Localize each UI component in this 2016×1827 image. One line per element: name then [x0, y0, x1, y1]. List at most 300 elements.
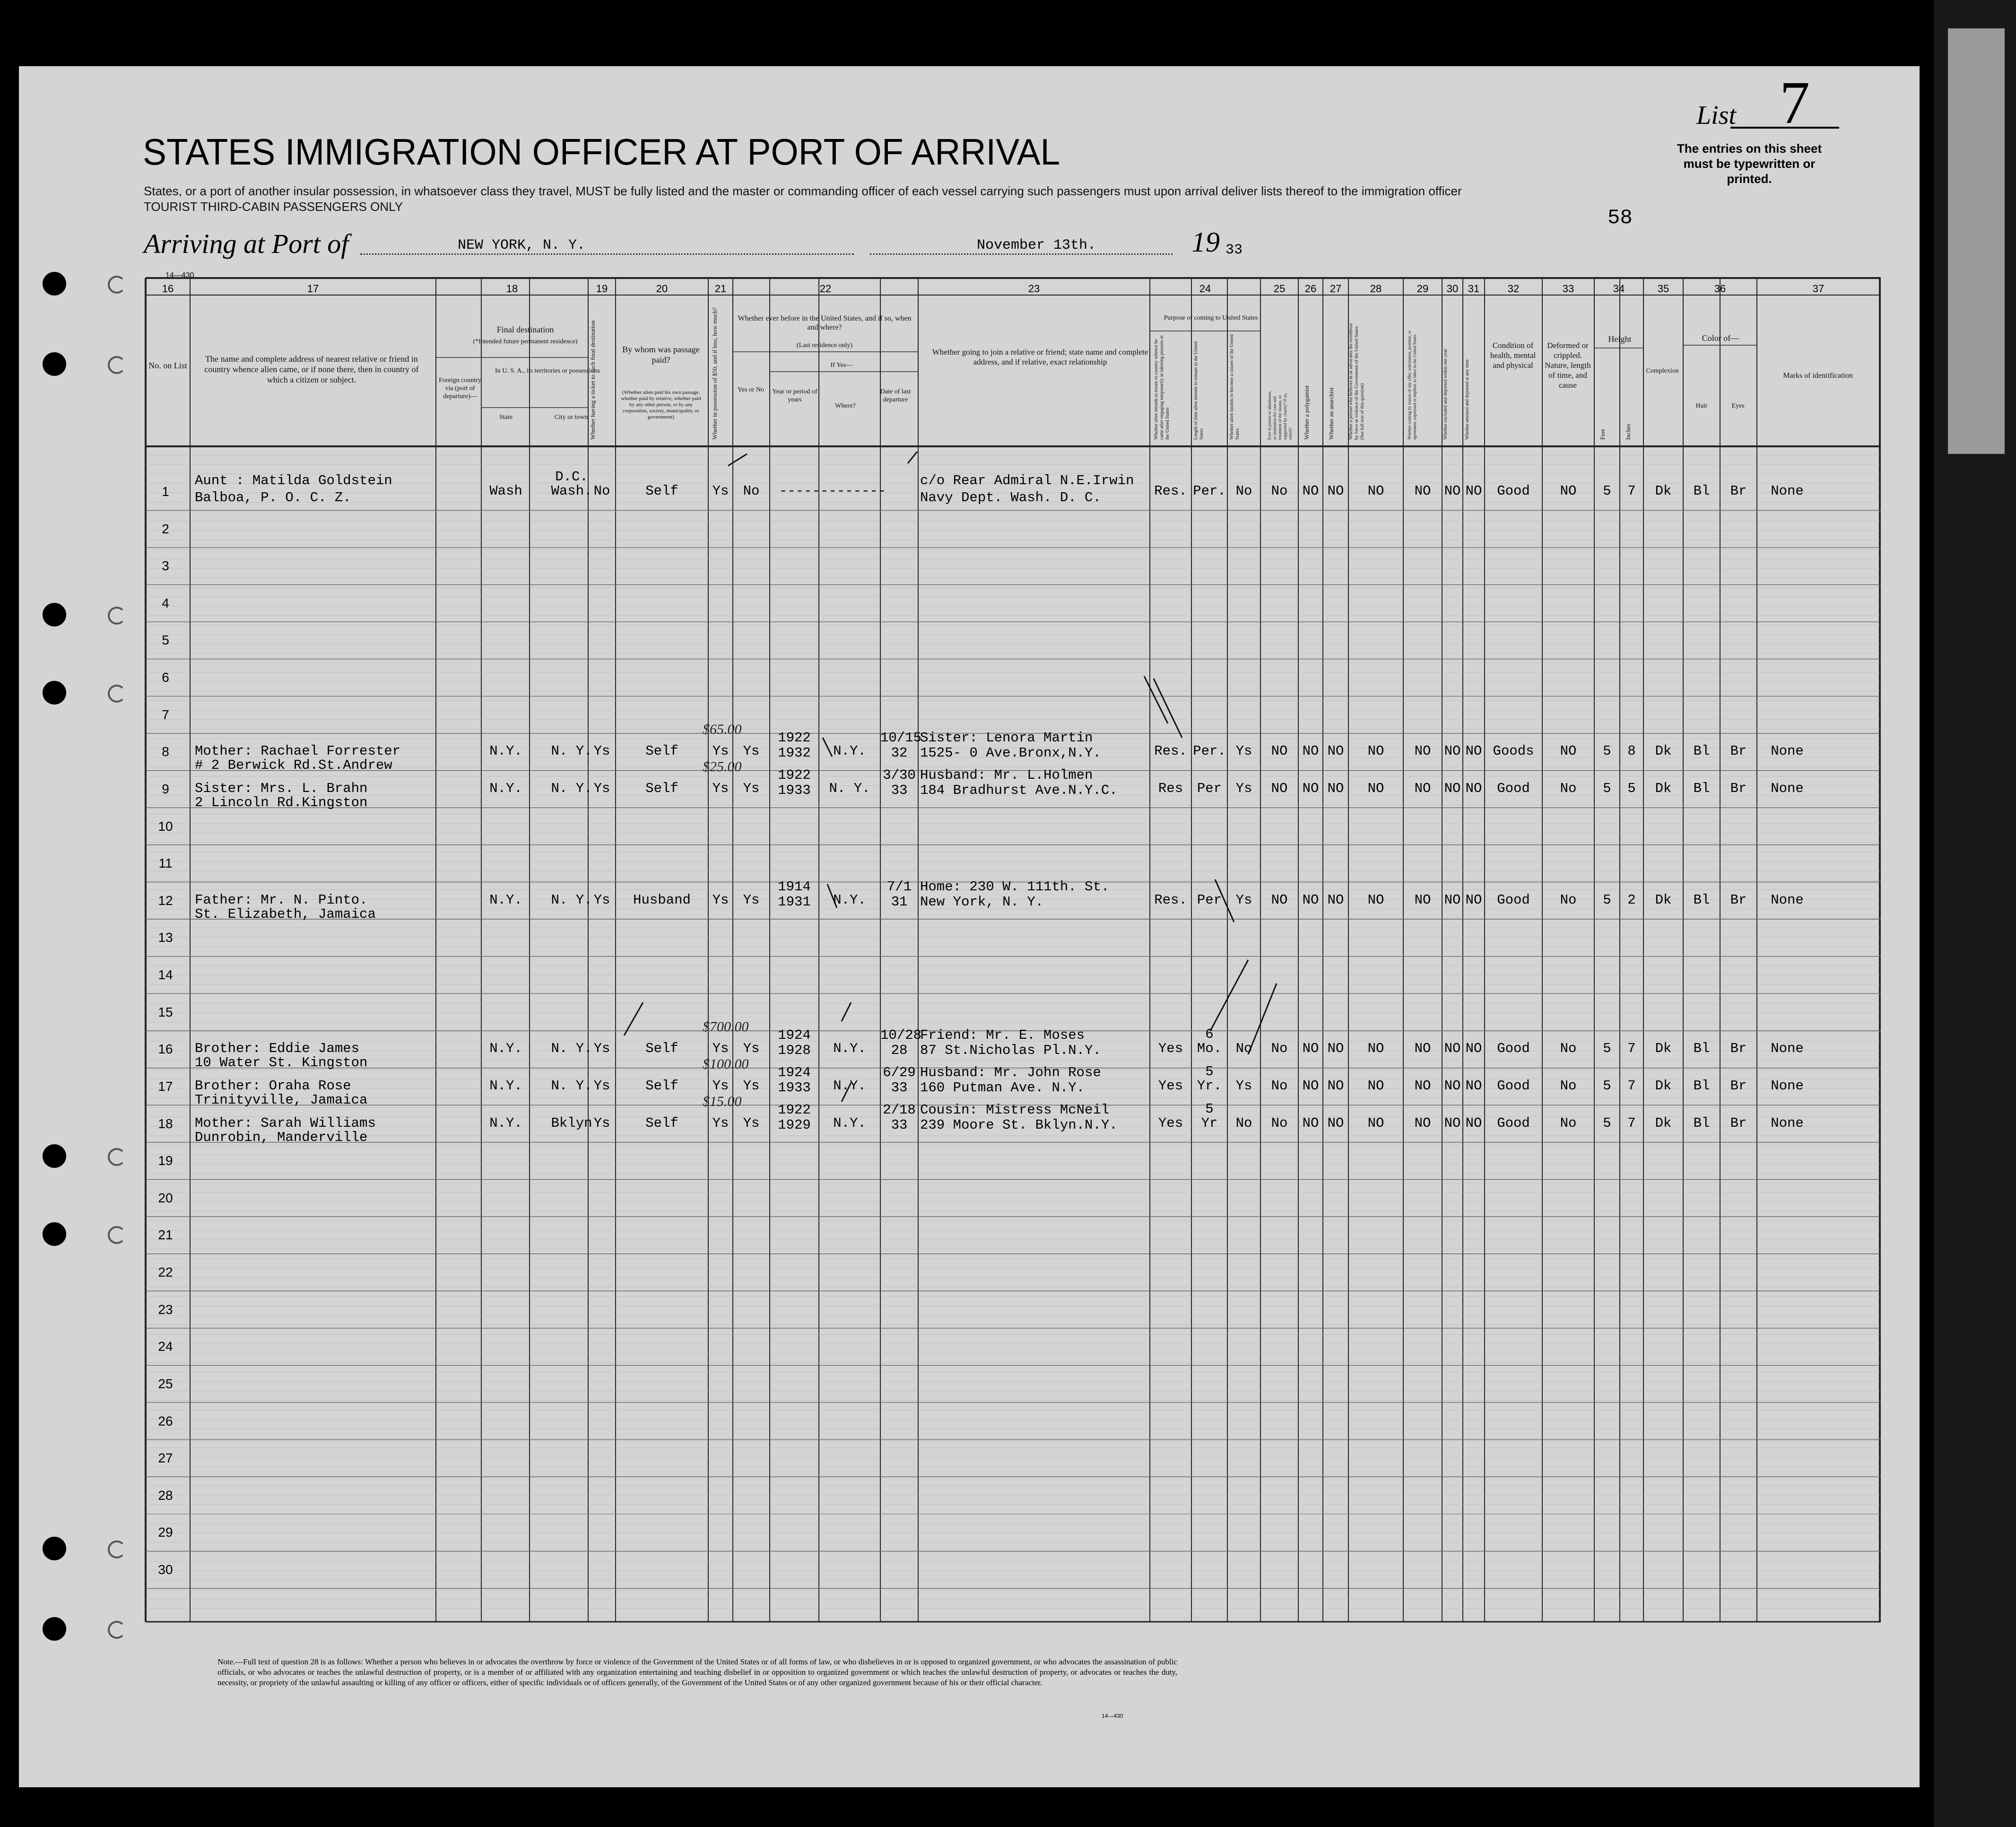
row-number: 11 — [158, 856, 173, 871]
destination-city: N. Y. — [551, 1078, 592, 1094]
column-number: 17 — [307, 283, 319, 295]
eyes-value: Br — [1730, 892, 1747, 908]
q28-value: NO — [1367, 892, 1384, 908]
before-us-value: Ys — [743, 743, 760, 759]
before-us-value: Ys — [743, 780, 760, 796]
inches-value: 7 — [1627, 1041, 1636, 1057]
ticket-value: Ys — [593, 1041, 610, 1057]
deformed-value: No — [1560, 1078, 1577, 1094]
column-number: 27 — [1330, 283, 1342, 295]
relative-name: Brother: Eddie James — [195, 1041, 360, 1057]
hair-value: Bl — [1693, 1041, 1710, 1057]
ticket-value: Ys — [593, 743, 610, 759]
feet-value: 5 — [1603, 1078, 1611, 1094]
q25-value: No — [1271, 483, 1288, 499]
q25-value: No — [1271, 1115, 1288, 1131]
health-value: Good — [1497, 1115, 1530, 1131]
relative-name: Aunt : Matilda Goldstein — [195, 473, 392, 488]
passage-value: Self — [645, 743, 678, 759]
column-number: 29 — [1416, 283, 1429, 295]
q25-value: NO — [1271, 892, 1288, 908]
header-q31: Whether arrested and deported at any time — [1465, 359, 1470, 440]
header-purpose-a: Whether alien intends to return to country whence he came after engaging temporarily in laboring pursuits in the United States — [1154, 335, 1170, 440]
inches-value: 8 — [1627, 743, 1636, 759]
q28-value: NO — [1367, 483, 1384, 499]
q26-value: NO — [1302, 780, 1319, 796]
row-number: 10 — [158, 818, 173, 834]
health-value: Good — [1497, 483, 1530, 499]
column-number: 31 — [1468, 283, 1480, 295]
departure-value: 32 — [891, 745, 908, 761]
q27-value: NO — [1327, 483, 1344, 499]
relative-address: Balboa, P. O. C. Z. — [195, 490, 351, 505]
purpose-c: No — [1235, 1041, 1252, 1057]
health-value: Good — [1497, 892, 1530, 908]
page-title: STATES IMMIGRATION OFFICER AT PORT OF ARRIVAL — [143, 131, 1060, 173]
complexion-value: Dk — [1655, 483, 1672, 499]
inches-value: 7 — [1627, 1078, 1636, 1094]
complexion-value: Dk — [1655, 1041, 1672, 1057]
handwritten-amount: $25.00 — [703, 758, 742, 774]
column-number: 16 — [162, 283, 174, 295]
passage-value: Self — [645, 483, 678, 499]
header-where: Where? — [835, 402, 856, 409]
departure-value: 7/1 — [886, 879, 912, 895]
purpose-c: No — [1235, 483, 1252, 499]
purpose-b: Per — [1197, 892, 1222, 908]
joining-line-2: 160 Putman Ave. N.Y. — [920, 1079, 1085, 1096]
header-health: Condition of health, mental and physical — [1490, 341, 1536, 370]
q26-value: NO — [1302, 1078, 1319, 1094]
deformed-value: No — [1560, 780, 1577, 796]
header-q28: Whether a person who believes in or advocates the overthrow by force or violence of the Government of the United States (See full text of this question) — [1348, 323, 1365, 440]
handwritten-amount: $700.00 — [703, 1019, 749, 1035]
header-year-period: Year or period of years — [772, 388, 817, 403]
year-value: 1914 — [778, 879, 811, 895]
joining-line-1: Husband: Mr. L.Holmen — [920, 767, 1093, 783]
row-number: 15 — [158, 1004, 173, 1019]
header-joining: Whether going to join a relative or friend; state name and complete address, and if relative, exact relationship — [932, 348, 1148, 366]
year-value: 1924 — [778, 1027, 811, 1044]
possession-value: Ys — [712, 1041, 729, 1057]
purpose-b: 5 — [1205, 1101, 1214, 1117]
destination-city: N. Y. — [551, 892, 592, 908]
relative-name: Mother: Rachael Forrester — [195, 743, 401, 759]
purpose-a: Yes — [1158, 1078, 1183, 1094]
q26-value: NO — [1302, 1041, 1319, 1057]
q27-value: NO — [1327, 1041, 1344, 1057]
possession-value: Ys — [712, 743, 729, 759]
complexion-value: Dk — [1655, 892, 1672, 908]
eyes-value: Br — [1730, 780, 1747, 796]
possession-value: Ys — [712, 1115, 729, 1131]
feet-value: 5 — [1603, 1115, 1611, 1131]
destination-state: N.Y. — [489, 780, 522, 796]
q26-value: NO — [1302, 743, 1319, 759]
row-number: 14 — [158, 967, 173, 983]
year-value: 1933 — [778, 782, 811, 798]
eyes-value: Br — [1730, 1078, 1747, 1094]
row-number: 4 — [162, 595, 169, 610]
q31-value: NO — [1465, 743, 1482, 759]
destination-city: N. Y. — [551, 743, 592, 759]
list-label: List — [1696, 101, 1737, 130]
column-number: 26 — [1304, 283, 1317, 295]
header-final-destination-note: (*Intended future permanent residence) — [473, 338, 578, 345]
deformed-value: No — [1560, 1041, 1577, 1057]
q30-value: NO — [1444, 1115, 1461, 1131]
joining-line-1: c/o Rear Admiral N.E.Irwin — [920, 473, 1134, 488]
q28-value: NO — [1367, 1115, 1384, 1131]
q30-value: NO — [1444, 483, 1461, 499]
header-city: City or town — [554, 414, 588, 421]
header-passage: By whom was passage paid? — [622, 345, 700, 365]
q25-value: NO — [1271, 780, 1288, 796]
column-number: 21 — [714, 283, 727, 295]
feet-value: 5 — [1603, 892, 1611, 908]
where-value: N.Y. — [833, 1078, 866, 1094]
destination-state: N.Y. — [489, 1115, 522, 1131]
joining-line-2: New York, N. Y. — [920, 894, 1044, 910]
header-final-destination: Final destination — [496, 325, 554, 334]
joining-line-2: 87 St.Nicholas Pl.N.Y. — [920, 1043, 1101, 1059]
where-value: N.Y. — [833, 1041, 866, 1057]
purpose-a: Res — [1158, 780, 1183, 796]
q31-value: NO — [1465, 780, 1482, 796]
destination-city: Wash. — [551, 483, 592, 499]
row-number: 8 — [162, 744, 169, 759]
passage-value: Self — [645, 1115, 678, 1131]
row-number: 13 — [158, 930, 173, 945]
q29-value: NO — [1414, 743, 1431, 759]
header-yes-no: Yes or No — [737, 386, 765, 393]
q27-value: NO — [1327, 1078, 1344, 1094]
q28-value: NO — [1367, 1078, 1384, 1094]
header-purpose: Purpose of coming to United States — [1164, 314, 1258, 322]
hair-value: Bl — [1693, 780, 1710, 796]
deformed-value: NO — [1560, 743, 1577, 759]
hair-value: Bl — [1693, 1115, 1710, 1131]
passage-value: Self — [645, 1078, 678, 1094]
header-no-on-list: No. on List — [148, 361, 187, 370]
departure-value: 33 — [891, 782, 908, 798]
joining-line-2: 239 Moore St. Bklyn.N.Y. — [920, 1117, 1118, 1133]
purpose-a: Res. — [1154, 483, 1187, 499]
where-value: N.Y. — [833, 743, 866, 759]
relative-address: 10 Water St. Kingston — [195, 1055, 368, 1071]
row-number: 2 — [162, 521, 169, 536]
inches-value: 5 — [1627, 780, 1636, 796]
header-feet: Feet — [1599, 429, 1606, 440]
ticket-value: Ys — [593, 780, 610, 796]
marks-value: None — [1771, 892, 1804, 908]
q27-value: NO — [1327, 743, 1344, 759]
marks-value: None — [1771, 1115, 1804, 1131]
purpose-c: Ys — [1235, 780, 1252, 796]
possession-value: Ys — [712, 892, 729, 908]
column-number: 33 — [1562, 283, 1574, 295]
complexion-value: Dk — [1655, 1115, 1672, 1131]
header-deformed: Deformed or crippled. Nature, length of time, and cause — [1545, 341, 1591, 390]
deformed-value: No — [1560, 1115, 1577, 1131]
inches-value: 2 — [1627, 892, 1636, 908]
eyes-value: Br — [1730, 1115, 1747, 1131]
departure-value: 10/15 — [880, 730, 922, 746]
before-us-value: No — [743, 483, 760, 499]
header-height: Height — [1608, 334, 1632, 344]
q27-value: NO — [1327, 780, 1344, 796]
header-in-usa: In U. S. A., its territories or possessions — [495, 367, 600, 374]
q26-value: NO — [1302, 1115, 1319, 1131]
column-number: 20 — [656, 283, 668, 295]
q29-value: NO — [1414, 483, 1431, 499]
complexion-value: Dk — [1655, 780, 1672, 796]
header-before-us: Whether ever before in the United States, and if so, when and where? — [738, 314, 912, 331]
joining-line-2: 184 Bradhurst Ave.N.Y.C. — [920, 782, 1118, 798]
header-q30: Whether excluded and deported within one year — [1443, 348, 1448, 440]
header-purpose-c: Whether alien intends to become a citizen of the United States — [1229, 334, 1240, 440]
list-number: 7 — [1780, 69, 1810, 136]
q29-value: NO — [1414, 892, 1431, 908]
joining-line-1: Home: 230 W. 111th. St. — [920, 879, 1110, 895]
year-suffix: 33 — [1225, 242, 1243, 258]
feet-value: 5 — [1603, 743, 1611, 759]
year-value: 1922 — [778, 730, 811, 746]
passage-value: Self — [645, 1041, 678, 1057]
hair-value: Bl — [1693, 483, 1710, 499]
q26-value: NO — [1302, 483, 1319, 499]
row-number: 9 — [162, 781, 169, 796]
departure-value: 6/29 — [883, 1064, 916, 1080]
purpose-c: Ys — [1235, 892, 1252, 908]
relative-address: # 2 Berwick Rd.St.Andrew — [195, 757, 392, 774]
relative-address: St. Elizabeth, Jamaica — [195, 906, 376, 922]
where-value: N.Y. — [833, 892, 866, 908]
marks-value: None — [1771, 1041, 1804, 1057]
destination-state: N.Y. — [489, 892, 522, 908]
relative-name: Sister: Mrs. L. Brahn — [195, 780, 368, 796]
q31-value: NO — [1465, 1115, 1482, 1131]
purpose-c: No — [1235, 1115, 1252, 1131]
departure-value: 33 — [891, 1117, 908, 1133]
purpose-b: Per — [1197, 780, 1222, 796]
relative-name: Brother: Oraha Rose — [195, 1078, 351, 1094]
departure-value: 33 — [891, 1079, 908, 1096]
before-us-value: Ys — [743, 1115, 760, 1131]
inches-value: 7 — [1627, 1115, 1636, 1131]
q25-value: No — [1271, 1078, 1288, 1094]
q30-value: NO — [1444, 1078, 1461, 1094]
row-number: 21 — [158, 1227, 173, 1243]
eyes-value: Br — [1730, 483, 1747, 499]
header-hair: Hair — [1695, 402, 1708, 409]
joining-line-1: Cousin: Mistress McNeil — [920, 1102, 1110, 1118]
column-number: 35 — [1657, 283, 1669, 295]
destination-state: Wash — [489, 483, 522, 499]
purpose-b: 6 — [1205, 1027, 1214, 1043]
header-state: State — [499, 414, 513, 421]
ticket-value: Ys — [593, 892, 610, 908]
q30-value: NO — [1444, 892, 1461, 908]
health-value: Good — [1497, 1078, 1530, 1094]
row-number: 22 — [158, 1265, 173, 1280]
feet-value: 5 — [1603, 483, 1611, 499]
purpose-a: Res. — [1154, 743, 1187, 759]
q25-value: No — [1271, 1041, 1288, 1057]
feet-value: 5 — [1603, 780, 1611, 796]
complexion-value: Dk — [1655, 1078, 1672, 1094]
purpose-b: Per. — [1193, 743, 1226, 759]
handwritten-amount: $65.00 — [703, 722, 742, 738]
year-value: 1922 — [778, 1102, 811, 1118]
relative-name: Father: Mr. N. Pinto. — [195, 892, 368, 908]
check-mark — [908, 452, 917, 463]
year-value: 1929 — [778, 1117, 811, 1133]
possession-value: Ys — [712, 483, 729, 499]
instruction-line: States, or a port of another insular possession, in whatsoever class they travel, MUST be fully listed and the master or commanding officer of each vessel carrying such passengers must upon arrival deliver lists thereof to the immigration officer — [144, 184, 1462, 198]
row-number: 28 — [158, 1488, 173, 1503]
q31-value: NO — [1465, 1041, 1482, 1057]
relative-name: Mother: Sarah Williams — [195, 1115, 376, 1131]
departure-value: 3/30 — [883, 767, 916, 783]
relative-address: Dunrobin, Manderville — [195, 1129, 368, 1145]
header-complexion: Complexion — [1646, 367, 1679, 374]
check-mark — [842, 1002, 851, 1021]
purpose-c: Ys — [1235, 743, 1252, 759]
before-us-value: Ys — [743, 1041, 760, 1057]
row-number: 18 — [158, 1116, 173, 1131]
column-number: 30 — [1446, 283, 1459, 295]
entries-note: The entries on this sheet must be typewritten or printed. — [1677, 141, 1822, 186]
purpose-b: Yr — [1201, 1115, 1218, 1131]
ticket-value: Ys — [593, 1078, 610, 1094]
row-number: 30 — [158, 1562, 173, 1577]
passage-value: Self — [645, 780, 678, 796]
column-number: 19 — [596, 283, 608, 295]
health-value: Goods — [1493, 743, 1534, 759]
row-number: 16 — [158, 1042, 173, 1057]
header-marks: Marks of identification — [1783, 372, 1853, 380]
destination-state: N.Y. — [489, 1041, 522, 1057]
header-date-departure: Date of last departure — [880, 388, 911, 403]
departure-value: 28 — [891, 1043, 908, 1059]
purpose-b: Mo. — [1197, 1041, 1222, 1057]
header-eyes: Eyes — [1731, 402, 1745, 409]
header-color-of: Color of— — [1702, 333, 1739, 343]
complexion-value: Dk — [1655, 743, 1672, 759]
departure-value: 10/28 — [880, 1027, 922, 1044]
purpose-b: Yr. — [1197, 1078, 1222, 1094]
column-number: 23 — [1028, 283, 1040, 295]
q31-value: NO — [1465, 1078, 1482, 1094]
row-number: 7 — [162, 707, 169, 722]
relative-address: 2 Lincoln Rd.Kingston — [195, 794, 368, 810]
column-number: 36 — [1714, 283, 1726, 295]
header-possession: Whether in possession of $50, and if less, how much? — [711, 307, 718, 440]
row-number: 6 — [162, 670, 169, 685]
eyes-value: Br — [1730, 743, 1747, 759]
relative-address: Trinityville, Jamaica — [195, 1092, 368, 1108]
passage-value: Husband — [633, 892, 691, 908]
ticket-value: No — [593, 483, 610, 499]
q29-value: NO — [1414, 780, 1431, 796]
health-value: Good — [1497, 780, 1530, 796]
destination-state: N.Y. — [489, 743, 522, 759]
q30-value: NO — [1444, 1041, 1461, 1057]
port-value: NEW YORK, N. Y. — [458, 237, 586, 253]
before-us-value: Ys — [743, 1078, 760, 1094]
purpose-a: Yes — [1158, 1115, 1183, 1131]
year-prefix: 19 — [1191, 226, 1220, 258]
inches-value: 7 — [1627, 483, 1636, 499]
header-ticket: Whether having a ticket to such final destination — [589, 320, 596, 440]
joining-line-1: Sister: Lenora Martin — [920, 730, 1093, 746]
year-value: 1933 — [778, 1079, 811, 1096]
row-number: 26 — [158, 1413, 173, 1428]
row-number: 5 — [162, 633, 169, 648]
possession-value: Ys — [712, 780, 729, 796]
check-mark — [728, 454, 747, 466]
destination-city: D.C. — [555, 469, 588, 485]
before-us-value: Ys — [743, 892, 760, 908]
header-polygamist: Whether a polygamist — [1303, 385, 1310, 440]
q25-value: NO — [1271, 743, 1288, 759]
purpose-c: Ys — [1235, 1078, 1252, 1094]
row-number: 19 — [158, 1153, 173, 1168]
header-if-yes: If Yes— — [830, 362, 853, 369]
deformed-value: NO — [1560, 483, 1577, 499]
q26-value: NO — [1302, 892, 1319, 908]
q28-value: NO — [1367, 780, 1384, 796]
q29-value: NO — [1414, 1078, 1431, 1094]
header-prison: Ever in prison or almshouse, or institution for care and treatment of the insane, or supported by charity? If so, which? — [1267, 391, 1293, 440]
hair-value: Bl — [1693, 743, 1710, 759]
header-inches: Inches — [1625, 424, 1632, 440]
marks-value: None — [1771, 780, 1804, 796]
marks-value: None — [1771, 483, 1804, 499]
destination-city: N. Y. — [551, 780, 592, 796]
marks-value: None — [1771, 743, 1804, 759]
purpose-b: 5 — [1205, 1063, 1214, 1079]
column-number: 22 — [819, 283, 832, 295]
destination-state: N.Y. — [489, 1078, 522, 1094]
purpose-a: Res. — [1154, 892, 1187, 908]
header-foreign-country: Foreign country via (port of departure)— — [439, 377, 481, 400]
purpose-a: Yes — [1158, 1041, 1183, 1057]
q30-value: NO — [1444, 780, 1461, 796]
q27-value: NO — [1327, 892, 1344, 908]
ticket-value: Ys — [593, 1115, 610, 1131]
check-mark — [1154, 679, 1182, 738]
hair-value: Bl — [1693, 1078, 1710, 1094]
hair-value: Bl — [1693, 892, 1710, 908]
header-relative: The name and complete address of nearest relative or friend in country whence alien came, or if none there, then in country of which a citizen or subject. — [204, 354, 419, 384]
handwritten-amount: $15.00 — [703, 1093, 742, 1109]
joining-line-1: Friend: Mr. E. Moses — [920, 1027, 1085, 1044]
header-before-us-note: (Last residence only) — [796, 342, 853, 349]
footnote: Note.—Full text of question 28 is as follows: Whether a person who believes in or advocates the overthrow by force or violence of the Government of the United States or of all forms of law, or who disbelieves in or is opposed to organized government, or who advocates the assassination of public officials, or who advocates or teaches the unlawful destruction of property, or is a member of or affiliated with any organization entertaining and teaching disbelief in or opposition to organized government or which teaches the unlawful destruction of property, or advocates or teaches the duty, necessity, or propriety of the unlawful assaulting or killing of any officer or officers, either of specific individuals or of officers generally, of the Government of the United States or of any other organized government because of his or their official character. — [217, 1657, 1177, 1687]
joining-line-1: Husband: Mr. John Rose — [920, 1064, 1101, 1080]
purpose-b: Per. — [1193, 483, 1226, 499]
row-number: 1 — [162, 484, 169, 499]
row-number: 25 — [158, 1376, 173, 1391]
destination-city: N. Y. — [551, 1041, 592, 1057]
column-number: 28 — [1370, 283, 1382, 295]
departure-value: 31 — [891, 894, 908, 910]
column-number: 34 — [1613, 283, 1625, 295]
form-number: 14—430 — [165, 271, 194, 279]
row-number: 29 — [158, 1525, 173, 1540]
